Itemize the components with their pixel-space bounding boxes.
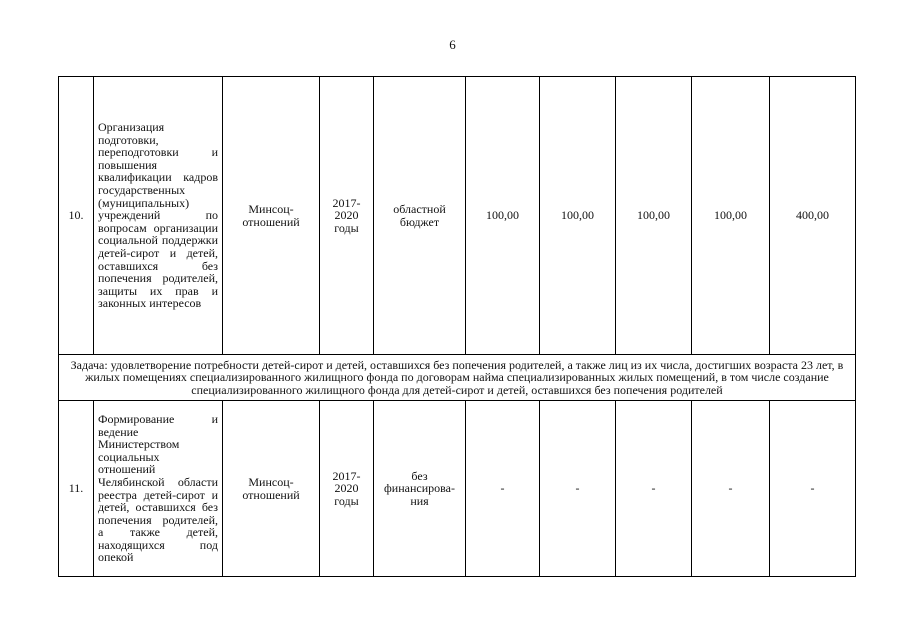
page-number: 6 bbox=[449, 37, 456, 52]
executor-cell: Минсоц-отношений bbox=[223, 401, 320, 577]
table-row bbox=[59, 401, 856, 577]
period-cell: 2017-2020 годы bbox=[320, 401, 374, 577]
value-2017-cell: - bbox=[466, 401, 540, 577]
task-text: Задача: удовлетворение потребности детей-сирот и детей, оставшихся без попечения родителей, а также лиц из их числа, достигших возраста 23 лет, в жилых помещениях специализированного жилищного фонда по договорам найма специализированных жилых помещений, в том числе создание специализированного жилищного фонда для детей-сирот и детей, оставшихся без попечения родителей bbox=[59, 355, 856, 401]
activity-name bbox=[94, 401, 223, 577]
row-number: 10. bbox=[59, 77, 94, 355]
value-2017-cell: 100,00 bbox=[466, 77, 540, 355]
value-2020-cell: - bbox=[692, 401, 770, 577]
value-2019-cell: 100,00 bbox=[616, 77, 692, 355]
task-row bbox=[59, 355, 856, 401]
value-2018-cell: 100,00 bbox=[540, 77, 616, 355]
value-total-cell: - bbox=[770, 401, 856, 577]
funding-source-cell: без финансирова-ния bbox=[374, 401, 466, 577]
value-2020-cell: 100,00 bbox=[692, 77, 770, 355]
funding-source-cell: областной бюджет bbox=[374, 77, 466, 355]
row-number: 11. bbox=[59, 401, 94, 577]
table-row bbox=[59, 77, 856, 355]
activity-name-text: Формирование и ведение Министерством социальных отношений Челябинской области реестра детей-сирот и детей, оставшихся без попечения родителей, а также детей, находящихся под опекой bbox=[98, 411, 218, 565]
value-total-cell: 400,00 bbox=[770, 77, 856, 355]
executor-cell: Минсоц-отношений bbox=[223, 77, 320, 355]
program-table bbox=[58, 76, 856, 577]
activity-name-text: Организация подготовки, переподготовки и повышения квалификации кадров государственных (муниципальных) учреждений по вопросам организации социальной поддержки детей-сирот и детей, оставшихся без попечения родителей, защиты их прав и законных интересов bbox=[98, 120, 218, 311]
value-2019-cell: - bbox=[616, 401, 692, 577]
activity-name bbox=[94, 77, 223, 355]
value-2018-cell: - bbox=[540, 401, 616, 577]
period-cell: 2017-2020 годы bbox=[320, 77, 374, 355]
